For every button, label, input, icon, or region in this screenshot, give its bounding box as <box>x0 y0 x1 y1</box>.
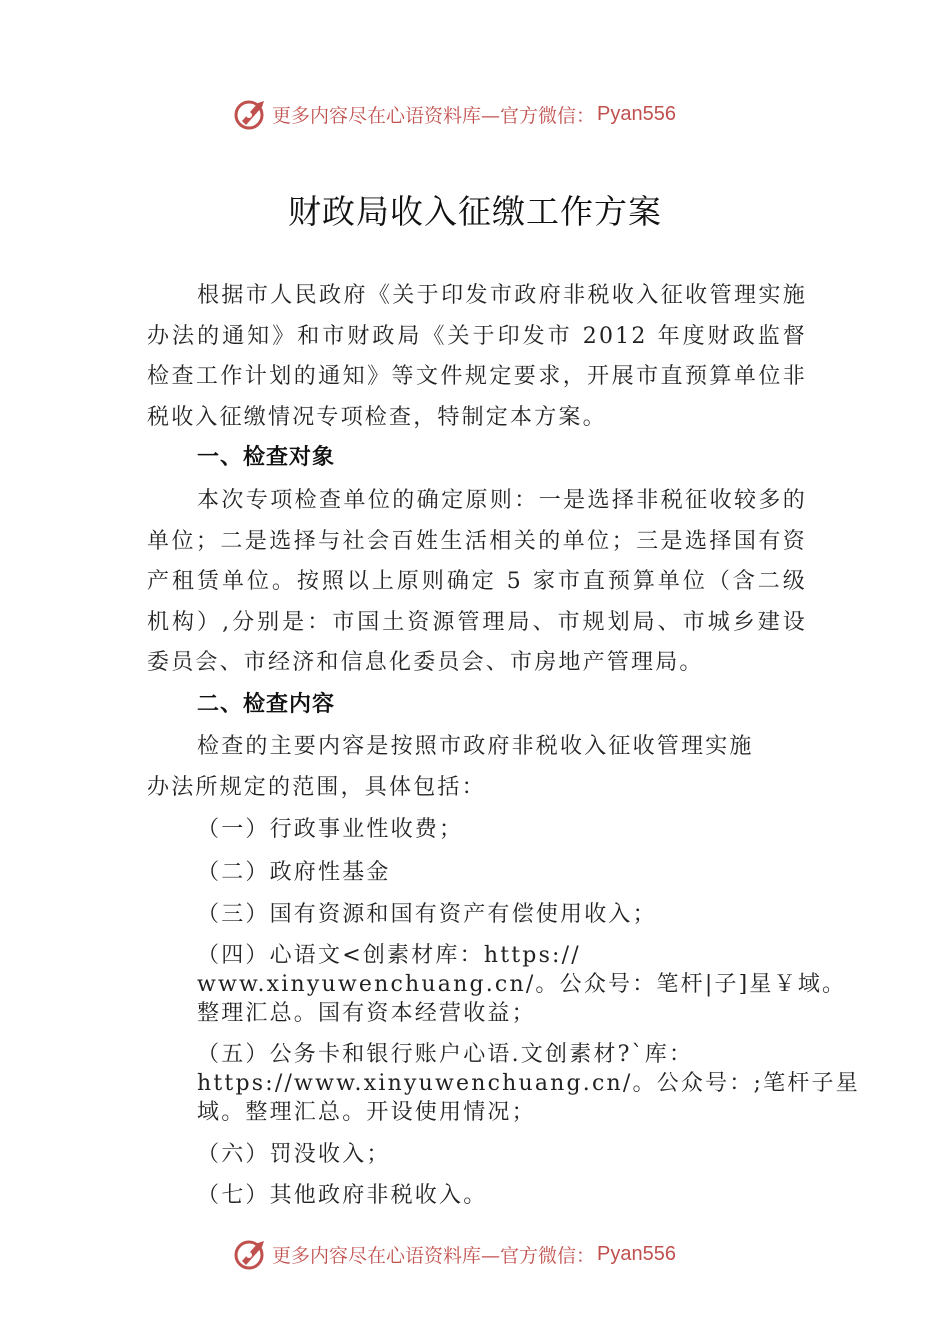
watermark-wechat-id: Pyan556 <box>597 102 676 125</box>
list-item: （二）政府性基金 <box>197 860 391 885</box>
list-item: 域。整理汇总。开设使用情况； <box>197 1100 536 1125</box>
section1-text: 本次专项检查单位的确定原则：一是选择非税征收较多的单位；二是选择与社会百姓生活相关的单位；三是选择国有资产租赁单位。按照以上原则确定 5 家市直预算单位（含二级机构）,分别是：市国土资源管理局、市规划局、市城乡建设委员会、市经济和信息化委员会、市房地产管理局。 <box>147 488 807 675</box>
watermark-wechat-id: Pyan556 <box>597 1242 676 1265</box>
pen-nib-logo-icon <box>232 1237 270 1271</box>
section2-paragraph <box>147 727 807 808</box>
section2-text-line2: 办法所规定的范围，具体包括： <box>147 774 486 800</box>
intro-paragraph <box>147 276 807 438</box>
list-item: （六）罚没收入； <box>197 1142 391 1167</box>
footer-watermark <box>232 1237 676 1271</box>
pen-nib-logo-icon <box>232 97 270 131</box>
intro-text: 根据市人民政府《关于印发市政府非税收入征收管理实施办法的通知》和市财政局《关于印发市 2012 年度财政监督检查工作计划的通知》等文件规定要求，开展市直预算单位非税收入征缴情况专项检查，特制定本方案。 <box>147 283 807 430</box>
section2-text-line1: 检查的主要内容是按照市政府非税收入征收管理实施 <box>197 734 754 759</box>
document-title: 财政局收入征缴工作方案 <box>288 192 662 231</box>
header-watermark <box>232 97 676 131</box>
list-item: （七）其他政府非税收入。 <box>197 1183 488 1208</box>
list-item: （四）心语文<创素材库：https:// <box>197 943 581 968</box>
section1-paragraph <box>147 481 807 684</box>
list-item: www.xinyuwenchuang.cn/。公众号：笔杆|子]星￥域。 <box>197 972 847 997</box>
section-heading-inspection-targets: 一、检查对象 <box>197 445 336 470</box>
list-item: 整理汇总。国有资本经营收益； <box>197 1001 536 1026</box>
list-item: （五）公务卡和银行账户心语.文创素材?`库： <box>197 1042 694 1067</box>
list-item: （三）国有资源和国有资产有偿使用收入； <box>197 902 657 927</box>
section-heading-inspection-content: 二、检查内容 <box>197 692 336 717</box>
watermark-text: 更多内容尽在心语资料库—官方微信： <box>272 1244 596 1267</box>
watermark-text: 更多内容尽在心语资料库—官方微信： <box>272 104 596 127</box>
list-item: https://www.xinyuwenchuang.cn/。公众号：;笔杆子星 <box>197 1071 860 1096</box>
list-item: （一）行政事业性收费； <box>197 817 464 842</box>
